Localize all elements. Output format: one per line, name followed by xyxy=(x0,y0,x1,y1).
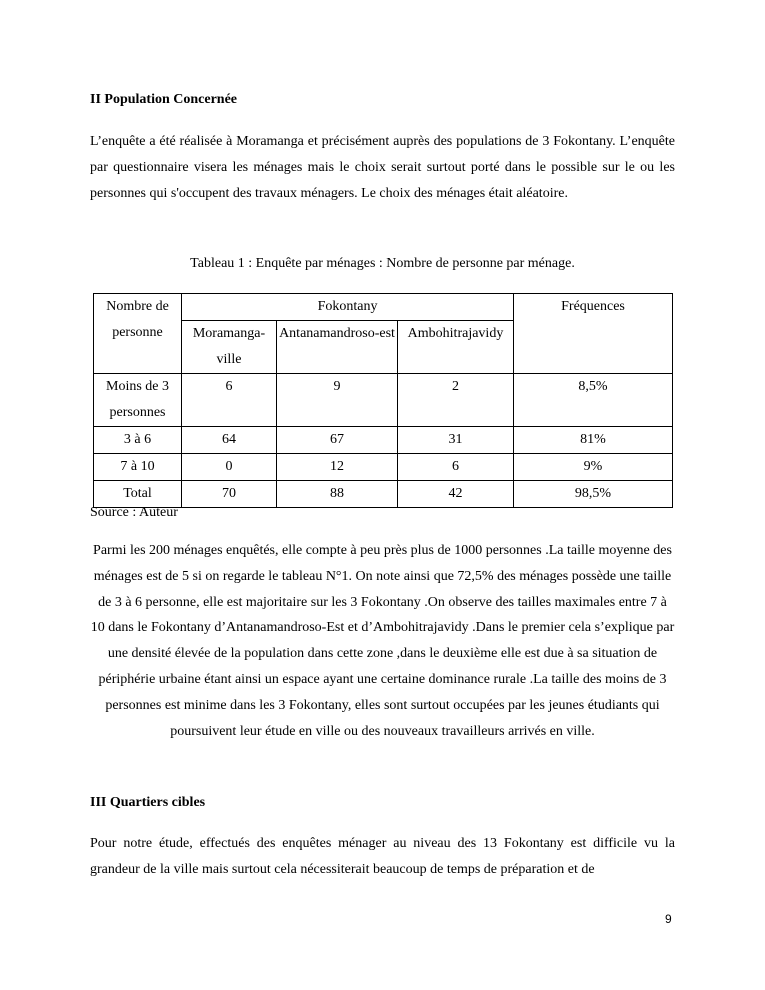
subheader-antanamandroso: Antanamandroso-est xyxy=(277,321,398,374)
table-row-total xyxy=(94,481,673,508)
header-fokontany: Fokontany xyxy=(182,294,514,321)
header-frequences: Fréquences xyxy=(514,294,673,374)
cell-ambohitrajavidy: 42 xyxy=(398,481,514,508)
row-label: Total xyxy=(94,481,182,508)
section-heading-population: II Population Concernée xyxy=(90,92,237,107)
survey-table xyxy=(93,293,673,508)
cell-ambohitrajavidy: 31 xyxy=(398,427,514,454)
header-nombre: Nombre de personne xyxy=(94,294,182,374)
cell-frequence: 81% xyxy=(514,427,673,454)
cell-moramanga: 70 xyxy=(182,481,277,508)
cell-moramanga: 0 xyxy=(182,454,277,481)
cell-frequence: 98,5% xyxy=(514,481,673,508)
table-row xyxy=(94,374,673,427)
paragraph-population: L’enquête a été réalisée à Moramanga et précisément auprès des populations de 3 Fokontany. L’enquête par questionnaire visera les ménages mais le choix serait surtout porté dans le possible sur le ou les personnes qui s'occupent des travaux ménagers. Le choix des ménages était aléatoire. xyxy=(90,134,675,201)
subheader-moramanga: Moramanga-ville xyxy=(182,321,277,374)
table-caption: Tableau 1 : Enquête par ménages : Nombre de personne par ménage. xyxy=(190,256,575,271)
cell-ambohitrajavidy: 6 xyxy=(398,454,514,481)
table-row xyxy=(94,427,673,454)
row-label: Moins de 3 personnes xyxy=(94,374,182,427)
cell-ambohitrajavidy: 2 xyxy=(398,374,514,427)
cell-frequence: 8,5% xyxy=(514,374,673,427)
table-header-row xyxy=(94,294,673,321)
page-number: 9 xyxy=(665,912,672,926)
cell-moramanga: 64 xyxy=(182,427,277,454)
cell-antanamandroso: 67 xyxy=(277,427,398,454)
table-row xyxy=(94,454,673,481)
cell-antanamandroso: 9 xyxy=(277,374,398,427)
cell-antanamandroso: 12 xyxy=(277,454,398,481)
paragraph-analysis: Parmi les 200 ménages enquêtés, elle compte à peu près plus de 1000 personnes .La taille moyenne des ménages est de 5 si on regarde le tableau N°1. On note ainsi que 72,5% des ménages possède une taille de 3 à 6 personne, elle est majoritaire sur les 3 Fokontany .On observe des tailles maximales entre 7 à 10 dans le Fokontany d’Antanamandroso-Est et d’Ambohitrajavidy .Dans le premier cela s’explique par une densité élevée de la population dans cette zone ,dans le deuxième elle est due à sa situation de périphérie urbaine étant ainsi un espace ayant une certaine dominance rurale .La taille des moins de 3 personnes est minime dans les 3 Fokontany, elles sont surtout occupées par les jeunes étudiants qui poursuivent leur étude en ville ou des nouveaux travailleurs arrivés en ville. xyxy=(90,543,675,739)
cell-antanamandroso: 88 xyxy=(277,481,398,508)
cell-frequence: 9% xyxy=(514,454,673,481)
paragraph-quartiers: Pour notre étude, effectués des enquêtes ménager au niveau des 13 Fokontany est difficile vu la grandeur de la ville mais surtout cela nécessiterait beaucoup de temps de préparation et de xyxy=(90,836,675,877)
table-source: Source : Auteur xyxy=(90,505,178,520)
row-label: 3 à 6 xyxy=(94,427,182,454)
cell-moramanga: 6 xyxy=(182,374,277,427)
row-label: 7 à 10 xyxy=(94,454,182,481)
subheader-ambohitrajavidy: Ambohitrajavidy xyxy=(398,321,514,374)
section-heading-quartiers: III Quartiers cibles xyxy=(90,795,206,810)
